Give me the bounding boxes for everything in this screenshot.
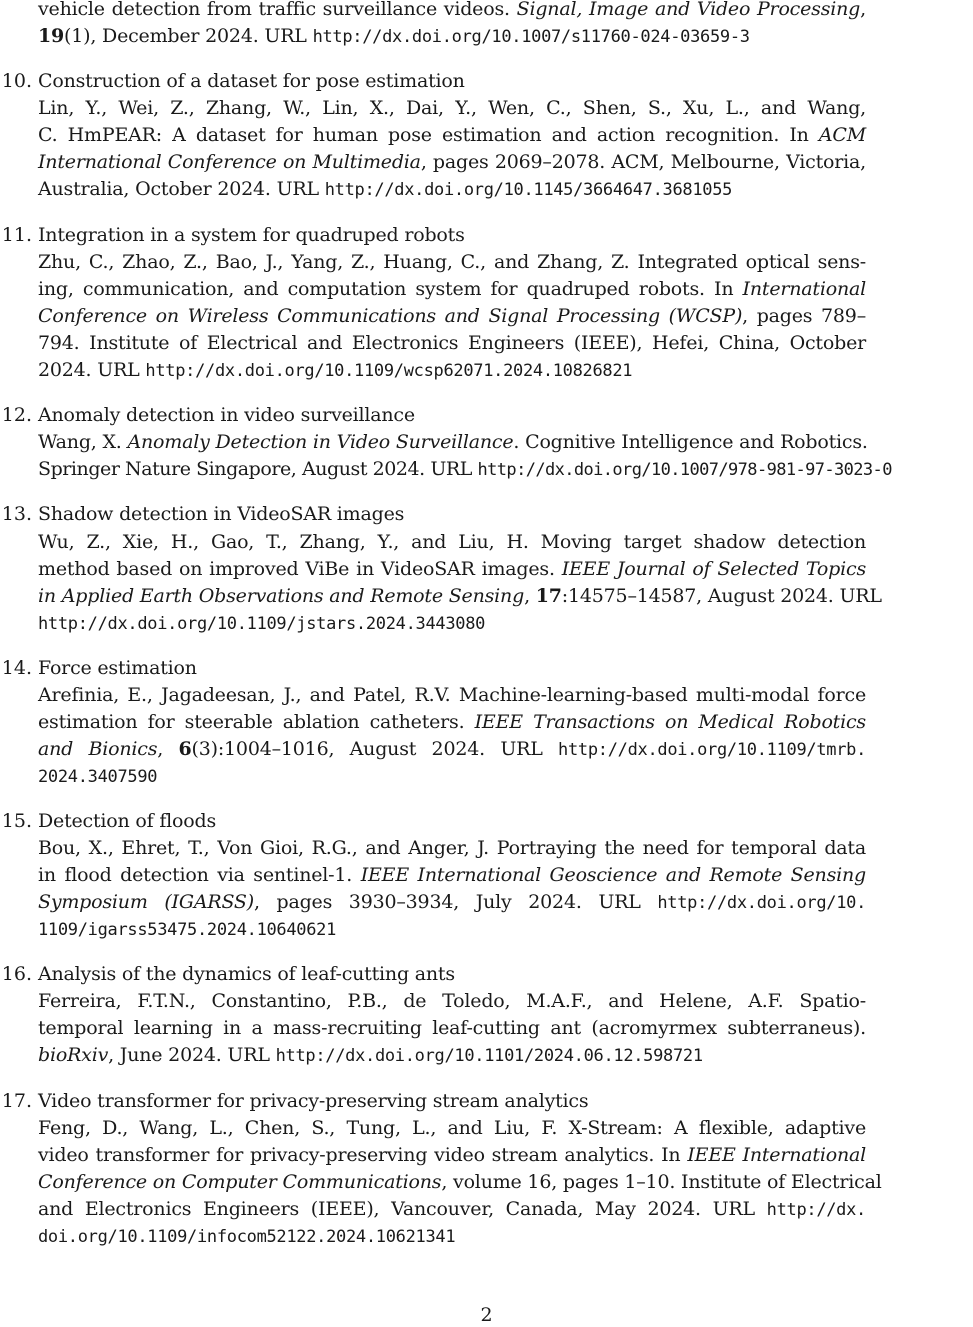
reference-text-line: Feng, D., Wang, L., Chen, S., Tung, L., and Liu, F. X-Stream: A flexible, adaptive: [38, 1117, 866, 1139]
entry-number: 14.: [1, 657, 32, 679]
reference-text-line: Australia, October 2024. URL http://dx.doi.org/10.1145/3664647.3681055: [38, 178, 733, 200]
reference-text-line: Conference on Computer Communications, volume 16, pages 1–10. Institute of Electrical: [38, 1171, 882, 1193]
reference-text-line: 794. Institute of Electrical and Electronics Engineers (IEEE), Hefei, China, October: [38, 332, 866, 354]
reference-url[interactable]: http://dx.doi.org/10.1101/2024.06.12.598721: [275, 1046, 703, 1066]
reference-text-line: temporal learning in a mass-recruiting leaf-cutting ant (acromyrmex subterraneus).: [38, 1017, 866, 1039]
reference-text-line: method based on improved ViBe in VideoSAR images. IEEE Journal of Selected Topics: [38, 558, 866, 580]
reference-text-line: [38, 1223, 455, 1251]
reference-text-line: [38, 610, 485, 638]
entry-number: 10.: [1, 70, 32, 92]
reference-url[interactable]: doi.org/10.1109/infocom52122.2024.10621341: [38, 1227, 456, 1247]
entry-topic: Integration in a system for quadruped robots: [38, 224, 465, 246]
reference-text-line: C. HmPEAR: A dataset for human pose estimation and action recognition. In ACM: [38, 124, 866, 146]
entry-topic: Shadow detection in VideoSAR images: [38, 503, 405, 525]
reference-text-line: [38, 763, 157, 791]
page-number: 2: [480, 1304, 493, 1326]
entry-topic: Video transformer for privacy-preserving stream analytics: [38, 1090, 589, 1112]
reference-text-line: Springer Nature Singapore, August 2024. URL http://dx.doi.org/10.1007/978-981-97-3023-0: [38, 458, 892, 480]
reference-url[interactable]: http://dx.doi.org/10.1007/978-981-97-3023-0: [477, 460, 892, 480]
reference-url[interactable]: 1109/igarss53475.2024.10640621: [38, 920, 337, 940]
entry-number: 15.: [1, 810, 32, 832]
reference-text-line: vehicle detection from traffic surveillance videos. Signal, Image and Video Processing,: [38, 0, 866, 20]
reference-text-line: estimation for steerable ablation catheters. IEEE Transactions on Medical Robotics: [38, 711, 866, 733]
entry-topic: Detection of floods: [38, 810, 217, 832]
entry-number: 17.: [1, 1090, 32, 1112]
reference-text-line: and Electronics Engineers (IEEE), Vancouver, Canada, May 2024. URL http://dx.: [38, 1198, 866, 1220]
entry-topic: Force estimation: [38, 657, 197, 679]
reference-text-line: video transformer for privacy-preserving video stream analytics. In IEEE International: [38, 1144, 866, 1166]
reference-text-line: 2024. URL http://dx.doi.org/10.1109/wcsp62071.2024.10826821: [38, 359, 633, 381]
reference-text-line: [38, 916, 336, 944]
reference-url[interactable]: 2024.3407590: [38, 767, 158, 787]
reference-text-line: bioRxiv, June 2024. URL http://dx.doi.org/10.1101/2024.06.12.598721: [38, 1044, 703, 1066]
reference-text-line: and Bionics, 6(3):1004–1016, August 2024. URL http://dx.doi.org/10.1109/tmrb.: [38, 738, 867, 760]
reference-url[interactable]: http://dx.: [766, 1200, 866, 1220]
reference-text-line: ing, communication, and computation system for quadruped robots. In International: [38, 278, 867, 300]
entry-number: 13.: [1, 503, 32, 525]
reference-text-line: Zhu, C., Zhao, Z., Bao, J., Yang, Z., Huang, C., and Zhang, Z. Integrated optical sens-: [38, 251, 866, 273]
reference-text-line: Wang, X. Anomaly Detection in Video Surveillance. Cognitive Intelligence and Robotics.: [38, 431, 868, 453]
entry-topic: Analysis of the dynamics of leaf-cutting ants: [38, 963, 455, 985]
reference-text-line: International Conference on Multimedia, pages 2069–2078. ACM, Melbourne, Victoria,: [38, 151, 866, 173]
reference-text-line: in flood detection via sentinel-1. IEEE International Geoscience and Remote Sensing: [38, 864, 866, 886]
reference-url[interactable]: http://dx.doi.org/10.1109/tmrb.: [558, 740, 867, 760]
reference-text-line: Arefinia, E., Jagadeesan, J., and Patel, R.V. Machine-learning-based multi-modal force: [38, 684, 866, 706]
entry-topic: Construction of a dataset for pose estimation: [38, 70, 465, 92]
reference-text-line: Symposium (IGARSS), pages 3930–3934, July 2024. URL http://dx.doi.org/10.: [38, 891, 867, 913]
reference-url[interactable]: http://dx.doi.org/10.1109/jstars.2024.3443080: [38, 614, 486, 634]
reference-text-line: Lin, Y., Wei, Z., Zhang, W., Lin, X., Dai, Y., Wen, C., Shen, S., Xu, L., and Wang,: [38, 97, 866, 119]
reference-url[interactable]: http://dx.doi.org/10.1007/s11760-024-03659-3: [312, 27, 750, 47]
reference-text-line: Conference on Wireless Communications and Signal Processing (WCSP), pages 789–: [38, 305, 866, 327]
entry-topic: Anomaly detection in video surveillance: [38, 404, 415, 426]
reference-url[interactable]: http://dx.doi.org/10.1145/3664647.3681055: [324, 180, 733, 200]
reference-url[interactable]: http://dx.doi.org/10.: [657, 893, 867, 913]
reference-text-line: Ferreira, F.T.N., Constantino, P.B., de Toledo, M.A.F., and Helene, A.F. Spatio-: [38, 990, 866, 1012]
reference-text-line: Bou, X., Ehret, T., Von Gioi, R.G., and Anger, J. Portraying the need for temporal data: [38, 837, 866, 859]
reference-text-line: in Applied Earth Observations and Remote Sensing, 17:14575–14587, August 2024. URL: [38, 585, 882, 607]
reference-text-line: Wu, Z., Xie, H., Gao, T., Zhang, Y., and Liu, H. Moving target shadow detection: [38, 531, 866, 553]
entry-number: 11.: [1, 224, 32, 246]
reference-url[interactable]: http://dx.doi.org/10.1109/wcsp62071.2024.10826821: [145, 361, 633, 381]
entry-number: 12.: [1, 404, 32, 426]
reference-text-line: 19(1), December 2024. URL http://dx.doi.org/10.1007/s11760-024-03659-3: [38, 25, 750, 47]
entry-number: 16.: [1, 963, 32, 985]
